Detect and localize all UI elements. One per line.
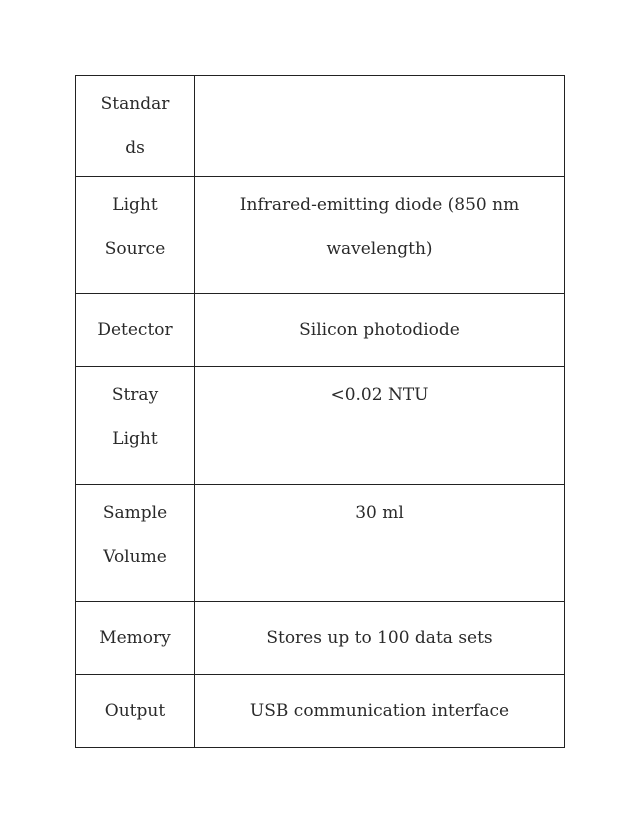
row-label-memory xyxy=(76,602,195,675)
row-label-output xyxy=(76,675,195,748)
row-value-standards xyxy=(195,76,565,177)
value-line: USB communication interface xyxy=(249,701,510,721)
value-line: Silicon photodiode xyxy=(299,320,460,340)
label-line: Standar xyxy=(100,94,170,114)
row-value-output xyxy=(195,675,565,748)
row-label-standards xyxy=(76,76,195,177)
row-value-light-source xyxy=(195,177,565,294)
row-value-detector xyxy=(195,294,565,367)
label-line: Detector xyxy=(97,320,173,340)
value-line: <0.02 NTU xyxy=(330,385,429,405)
table-row-standards xyxy=(76,76,565,177)
row-label-stray-light xyxy=(76,367,195,485)
label-line: Memory xyxy=(99,628,171,648)
table-row-detector xyxy=(76,294,565,367)
value-line: Stores up to 100 data sets xyxy=(266,628,493,648)
row-label-detector xyxy=(76,294,195,367)
label-line: ds xyxy=(125,138,145,158)
value-line: 30 ml xyxy=(355,503,404,523)
row-value-stray-light xyxy=(195,367,565,485)
label-line: Light xyxy=(112,195,158,215)
table-row-memory xyxy=(76,602,565,675)
row-value-sample-volume xyxy=(195,485,565,602)
value-line: wavelength) xyxy=(326,239,433,259)
table-row-output xyxy=(76,675,565,748)
table-row-light-source xyxy=(76,177,565,294)
spec-table xyxy=(75,75,565,748)
row-label-sample-volume xyxy=(76,485,195,602)
row-label-light-source xyxy=(76,177,195,294)
label-line: Volume xyxy=(103,547,167,567)
value-line: Infrared-emitting diode (850 nm xyxy=(239,195,520,215)
label-line: Light xyxy=(112,429,158,449)
row-value-memory xyxy=(195,602,565,675)
table-row-stray-light xyxy=(76,367,565,485)
label-line: Sample xyxy=(102,503,168,523)
label-line: Source xyxy=(104,239,166,259)
table-row-sample-volume xyxy=(76,485,565,602)
label-line: Stray xyxy=(111,385,159,405)
label-line: Output xyxy=(104,701,166,721)
